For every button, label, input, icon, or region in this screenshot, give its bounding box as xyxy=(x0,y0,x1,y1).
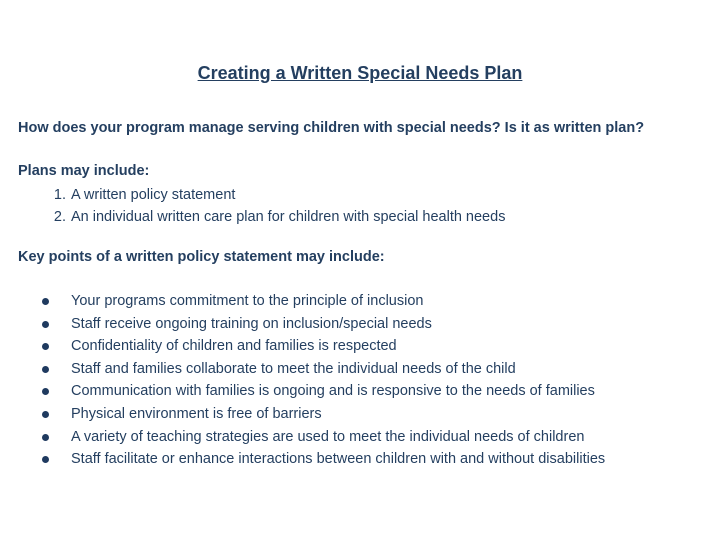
list-number: 1. xyxy=(53,187,66,203)
bullet-icon xyxy=(42,298,49,305)
bullet-icon xyxy=(42,321,49,328)
list-item-text: A written policy statement xyxy=(71,187,236,203)
list-item xyxy=(42,313,605,336)
list-item xyxy=(18,206,505,228)
list-item xyxy=(18,184,505,206)
list-number: 2. xyxy=(53,209,66,225)
bullet-icon xyxy=(42,434,49,441)
list-item-text: Confidentiality of children and families is respected xyxy=(71,338,397,355)
list-item-text: Your programs commitment to the principle of inclusion xyxy=(71,293,424,309)
list-item-text: A variety of teaching strategies are used to meet the individual needs of children xyxy=(71,428,585,445)
list-item xyxy=(42,358,605,381)
bullet-icon xyxy=(42,411,49,418)
list-item-text: Communication with families is ongoing and is responsive to the needs of families xyxy=(71,383,595,400)
list-item xyxy=(42,335,605,358)
page-title: Creating a Written Special Needs Plan xyxy=(197,63,523,83)
key-points-list xyxy=(42,290,605,471)
list-item xyxy=(42,380,605,403)
plans-list xyxy=(18,184,505,228)
plans-heading: Plans may include: xyxy=(18,163,150,179)
list-item xyxy=(42,448,605,471)
bullet-icon xyxy=(42,456,49,463)
list-item-text: Physical environment is free of barriers xyxy=(71,405,322,422)
list-item xyxy=(42,426,605,449)
key-points-heading: Key points of a written policy statement may include: xyxy=(18,249,385,265)
bullet-icon xyxy=(42,388,49,395)
list-item xyxy=(42,403,605,426)
bullet-icon xyxy=(42,366,49,373)
list-item-text: Staff facilitate or enhance interactions between children with and without disabilities xyxy=(71,451,606,468)
list-item-text: Staff and families collaborate to meet the individual needs of the child xyxy=(71,360,516,377)
intro-question: How does your program manage serving children with special needs? Is it as written plan? xyxy=(18,120,645,136)
list-item xyxy=(42,290,605,313)
list-item-text: Staff receive ongoing training on inclusion/special needs xyxy=(71,315,432,332)
list-item-text: An individual written care plan for children with special health needs xyxy=(71,209,506,225)
bullet-icon xyxy=(42,343,49,350)
